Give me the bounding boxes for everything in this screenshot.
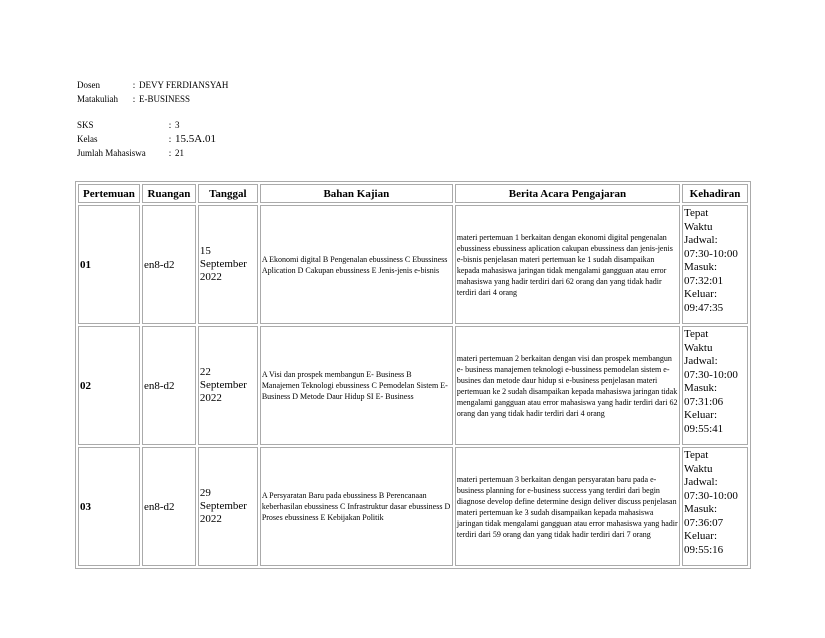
separator: : xyxy=(168,134,172,144)
ruangan-cell: en8-d2 xyxy=(142,447,196,566)
kehadiran-cell xyxy=(682,447,748,566)
kehadiran-line: Keluar: xyxy=(684,288,718,300)
berita-acara-cell: materi pertemuan 2 berkaitan dengan visi dan prospek membangun e- business manajemen teknologi e-bussiness pemodelan sistem e-busines dan metode daur hidup si e-business penjelasan materi pertemuan ke 2 sudah disampaikan kepada mahasiswa jaringan tidak mengalami gangguan atau error mahasiswa yang hadir terdiri dari 62 orang dan yang tidak hadir terdiri dari 4 orang xyxy=(455,326,680,445)
separator: : xyxy=(168,120,172,130)
kehadiran-line: Masuk: xyxy=(684,382,718,394)
separator: : xyxy=(132,80,136,90)
kehadiran-line: Tepat xyxy=(684,449,709,461)
date-year: 2022 xyxy=(199,392,222,404)
bahan-kajian-cell: A Ekonomi digital B Pengenalan ebussiness C Ebussiness Aplication D Cakupan ebussiness E Jenis-jenis e-bisnis xyxy=(260,205,453,324)
kelas-label: Kelas xyxy=(77,134,98,144)
jumlah-row xyxy=(77,146,228,160)
kehadiran-line: Keluar: xyxy=(684,409,718,421)
matkul-value: E-BUSINESS xyxy=(139,94,191,104)
col-header-berita-acara: Berita Acara Pengajaran xyxy=(455,184,680,203)
tanggal-cell xyxy=(198,205,258,324)
kehadiran-line: 07:30-10:00 xyxy=(684,489,738,502)
date-month: September xyxy=(199,258,247,270)
spacer xyxy=(77,106,228,118)
berita-acara-table xyxy=(75,181,751,569)
table-row xyxy=(78,205,748,324)
table-row xyxy=(78,447,748,566)
date-year: 2022 xyxy=(199,513,222,525)
kehadiran-line: 09:55:41 xyxy=(684,422,724,435)
kehadiran-line: 07:36:07 xyxy=(684,516,724,529)
kehadiran-line: Keluar: xyxy=(684,530,718,542)
table-row xyxy=(78,326,748,445)
kehadiran-line: 09:47:35 xyxy=(684,301,724,314)
ruangan-cell: en8-d2 xyxy=(142,326,196,445)
pertemuan-cell: 03 xyxy=(78,447,140,566)
course-info xyxy=(77,78,228,160)
berita-acara-cell: materi pertemuan 3 berkaitan dengan persyaratan baru pada e-business planning for e-business success yang terdiri dari begin diagnose develop define determine design deliver discuss penjelasan materi pertemuan ke 3 sudah disampaikan kepada mahasiswa jaringan tidak mengalami gangguan atau error mahasiswa yang hadir terdiri dari 59 orang dan yang tidak hadir terdiri dari 7 orang xyxy=(455,447,680,566)
matkul-row xyxy=(77,92,228,106)
kehadiran-line: 07:30-10:00 xyxy=(684,247,738,260)
separator: : xyxy=(168,148,172,158)
kehadiran-line: 09:55:16 xyxy=(684,543,724,556)
jumlah-label: Jumlah Mahasiswa xyxy=(77,148,146,158)
berita-acara-cell: materi pertemuan 1 berkaitan dengan ekonomi digital pengenalan ebussiness ebussiness aplication cakupan ebussiness dan jenis-jenis e-bisnis penjelasan materi pertemuan ke 1 sudah disampaikan kepada mahasiswa jaringan tidak mengalami gangguan atau error mahasiswa yang hadir terdiri dari 62 orang dan yang tidak hadir terdiri dari 4 orang xyxy=(455,205,680,324)
col-header-tanggal: Tanggal xyxy=(198,184,258,203)
kehadiran-line: Waktu xyxy=(684,220,713,233)
kehadiran-line: Tepat xyxy=(684,207,709,219)
col-header-pertemuan: Pertemuan xyxy=(78,184,140,203)
date-day: 22 xyxy=(199,366,211,378)
kelas-row xyxy=(77,132,228,146)
tanggal-cell xyxy=(198,447,258,566)
date-year: 2022 xyxy=(199,271,222,283)
pertemuan-cell: 01 xyxy=(78,205,140,324)
dosen-row xyxy=(77,78,228,92)
bahan-kajian-cell: A Visi dan prospek membangun E- Business B Manajemen Teknologi ebussiness C Pemodelan Sistem E- Business D Metode Daur Hidup SI E- Business xyxy=(260,326,453,445)
dosen-label: Dosen xyxy=(77,80,100,90)
bahan-kajian-cell: A Persyaratan Baru pada ebussiness B Perencanaan keberhasilan ebussiness C Infrastruktur dasar ebussiness D Proses ebussiness E Kebijakan Politik xyxy=(260,447,453,566)
tanggal-cell xyxy=(198,326,258,445)
kehadiran-line: Jadwal: xyxy=(684,234,718,246)
col-header-kehadiran: Kehadiran xyxy=(682,184,748,203)
jumlah-value: 21 xyxy=(175,148,184,158)
sks-label: SKS xyxy=(77,120,94,130)
kelas-value: 15.5A.01 xyxy=(175,133,216,145)
ruangan-cell: en8-d2 xyxy=(142,205,196,324)
pertemuan-cell: 02 xyxy=(78,326,140,445)
date-month: September xyxy=(199,500,247,512)
separator: : xyxy=(132,94,136,104)
kehadiran-line: Masuk: xyxy=(684,503,718,515)
kehadiran-line: 07:32:01 xyxy=(684,274,724,287)
date-day: 15 xyxy=(199,245,211,257)
date-month: September xyxy=(199,379,247,391)
kehadiran-line: Tepat xyxy=(684,328,709,340)
kehadiran-line: Jadwal: xyxy=(684,476,718,488)
kehadiran-line: Waktu xyxy=(684,462,713,475)
matkul-label: Matakuliah xyxy=(77,94,118,104)
kehadiran-line: Waktu xyxy=(684,341,713,354)
kehadiran-line: 07:31:06 xyxy=(684,395,724,408)
kehadiran-line: Masuk: xyxy=(684,261,718,273)
col-header-ruangan: Ruangan xyxy=(142,184,196,203)
kehadiran-cell xyxy=(682,205,748,324)
col-header-bahan-kajian: Bahan Kajian xyxy=(260,184,453,203)
table-header-row xyxy=(78,184,748,203)
kehadiran-line: 07:30-10:00 xyxy=(684,368,738,381)
dosen-value: DEVY FERDIANSYAH xyxy=(139,80,229,90)
sks-row xyxy=(77,118,228,132)
sks-value: 3 xyxy=(175,120,180,130)
kehadiran-cell xyxy=(682,326,748,445)
date-day: 29 xyxy=(199,487,211,499)
kehadiran-line: Jadwal: xyxy=(684,355,718,367)
